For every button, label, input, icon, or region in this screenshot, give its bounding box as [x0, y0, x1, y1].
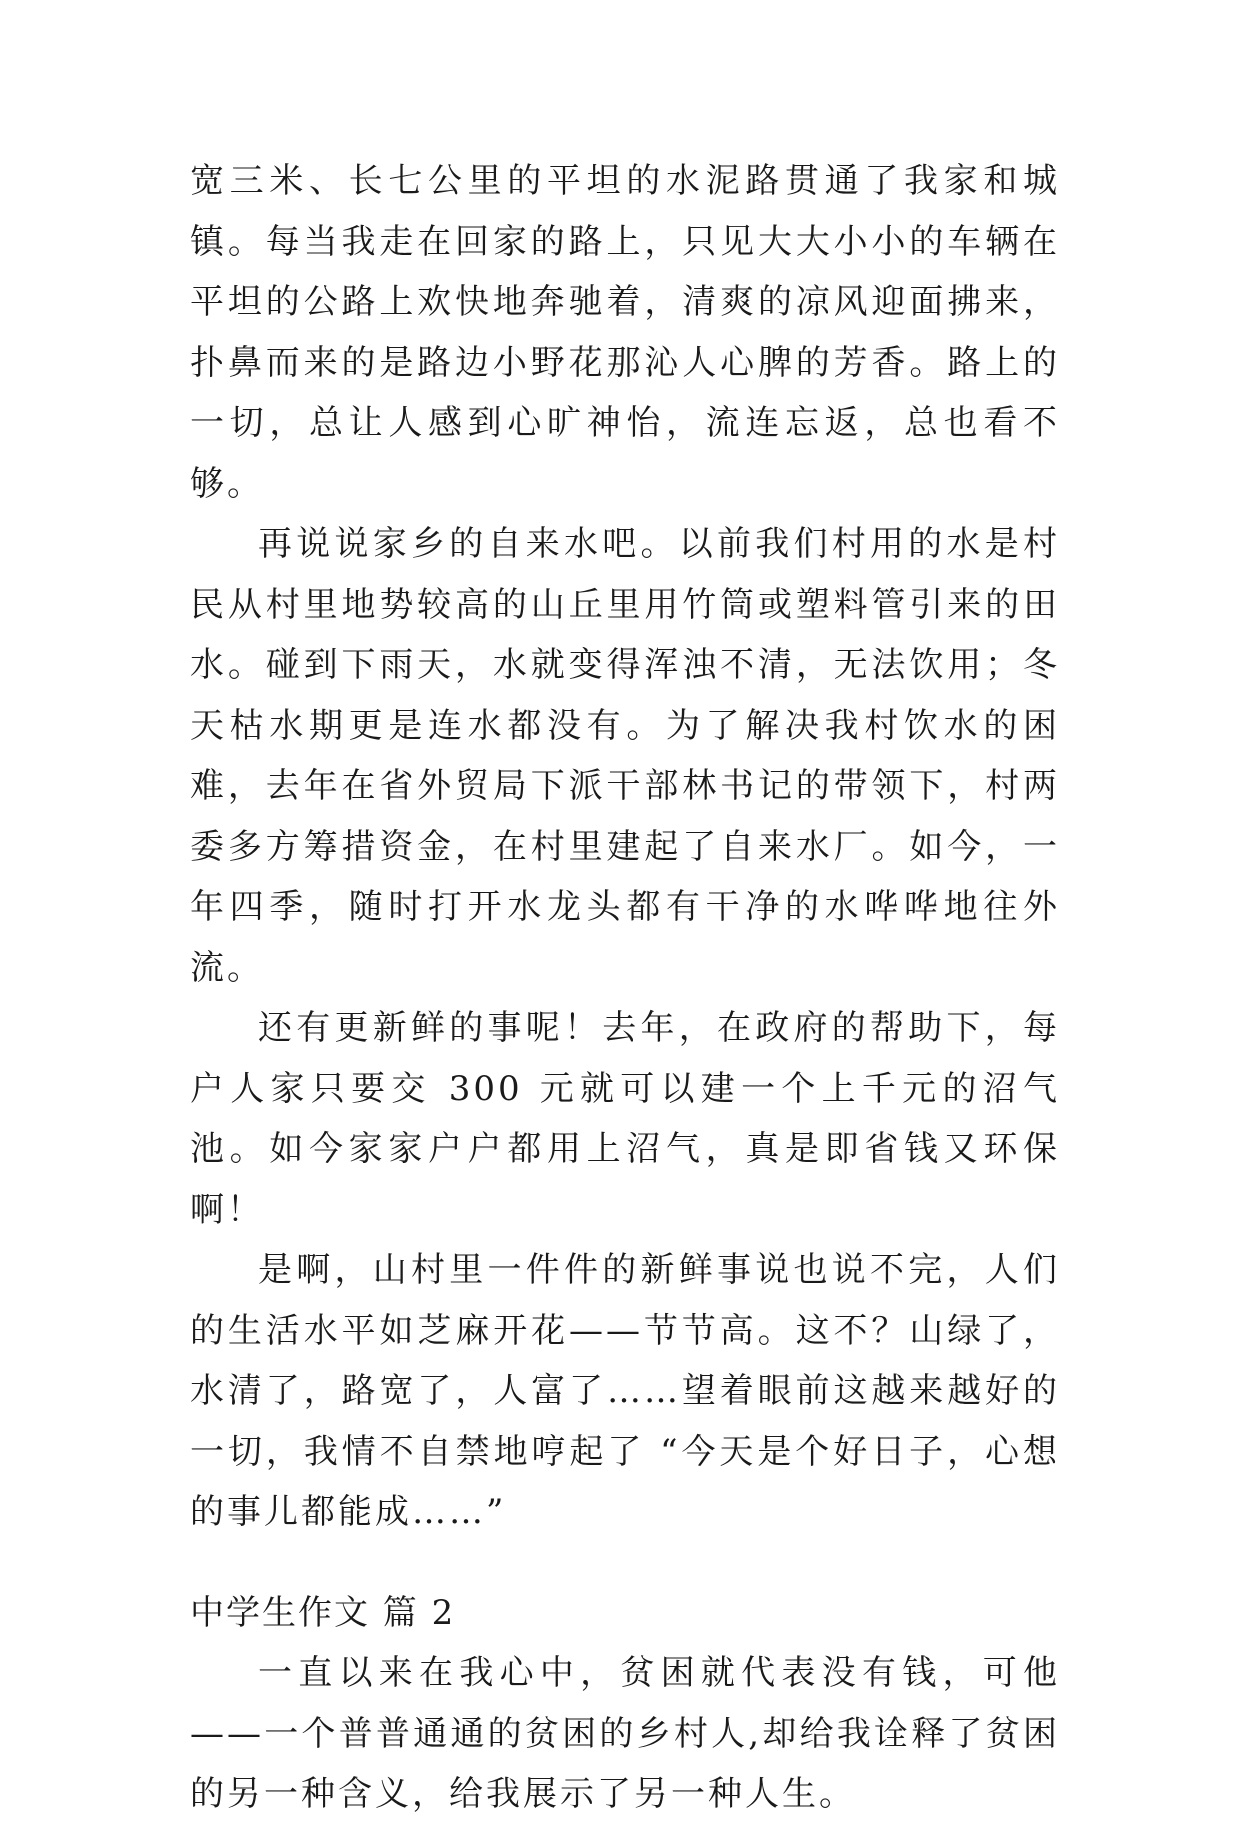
document-body	[190, 151, 1060, 1825]
paragraph-road: 宽三米、长七公里的平坦的水泥路贯通了我家和城镇。每当我走在回家的路上，只见大大小小的车辆在平坦的公路上欢快地奔驰着，清爽的凉风迎面拂来，扑鼻而来的是路边小野花那沁人心脾的芳香。路上的一切，总让人感到心旷神怡，流连忘返，总也看不够。	[190, 161, 1060, 504]
paragraph-tap-water: 再说说家乡的自来水吧。以前我们村用的水是村民从村里地势较高的山丘里用竹筒或塑料管引来的田水。碰到下雨天，水就变得浑浊不清，无法饮用；冬天枯水期更是连水都没有。为了解决我村饮水的困难，去年在省外贸局下派干部林书记的带领下，村两委多方筹措资金，在村里建起了自来水厂。如今，一年四季，随时打开水龙头都有干净的水哗哗地往外流。	[190, 524, 1060, 988]
paragraph-biogas: 还有更新鲜的事呢！去年，在政府的帮助下，每户人家只要交 300 元就可以建一个上千元的沼气池。如今家家户户都用上沼气，真是即省钱又环保啊！	[190, 1008, 1060, 1230]
paragraph-conclusion: 是啊，山村里一件件的新鲜事说也说不完，人们的生活水平如芝麻开花——节节高。这不？山绿了，水清了，路宽了，人富了……望着眼前这越来越好的一切，我情不自禁地哼起了 “今天是个好日子，心想的事儿都能成……”	[190, 1250, 1060, 1532]
paragraph-essay2-intro: 一直以来在我心中，贫困就代表没有钱，可他——一个普普通通的贫困的乡村人,却给我诠释了贫困的另一种含义，给我展示了另一种人生。	[190, 1653, 1060, 1814]
section-heading: 中学生作文 篇 2	[190, 1592, 456, 1633]
